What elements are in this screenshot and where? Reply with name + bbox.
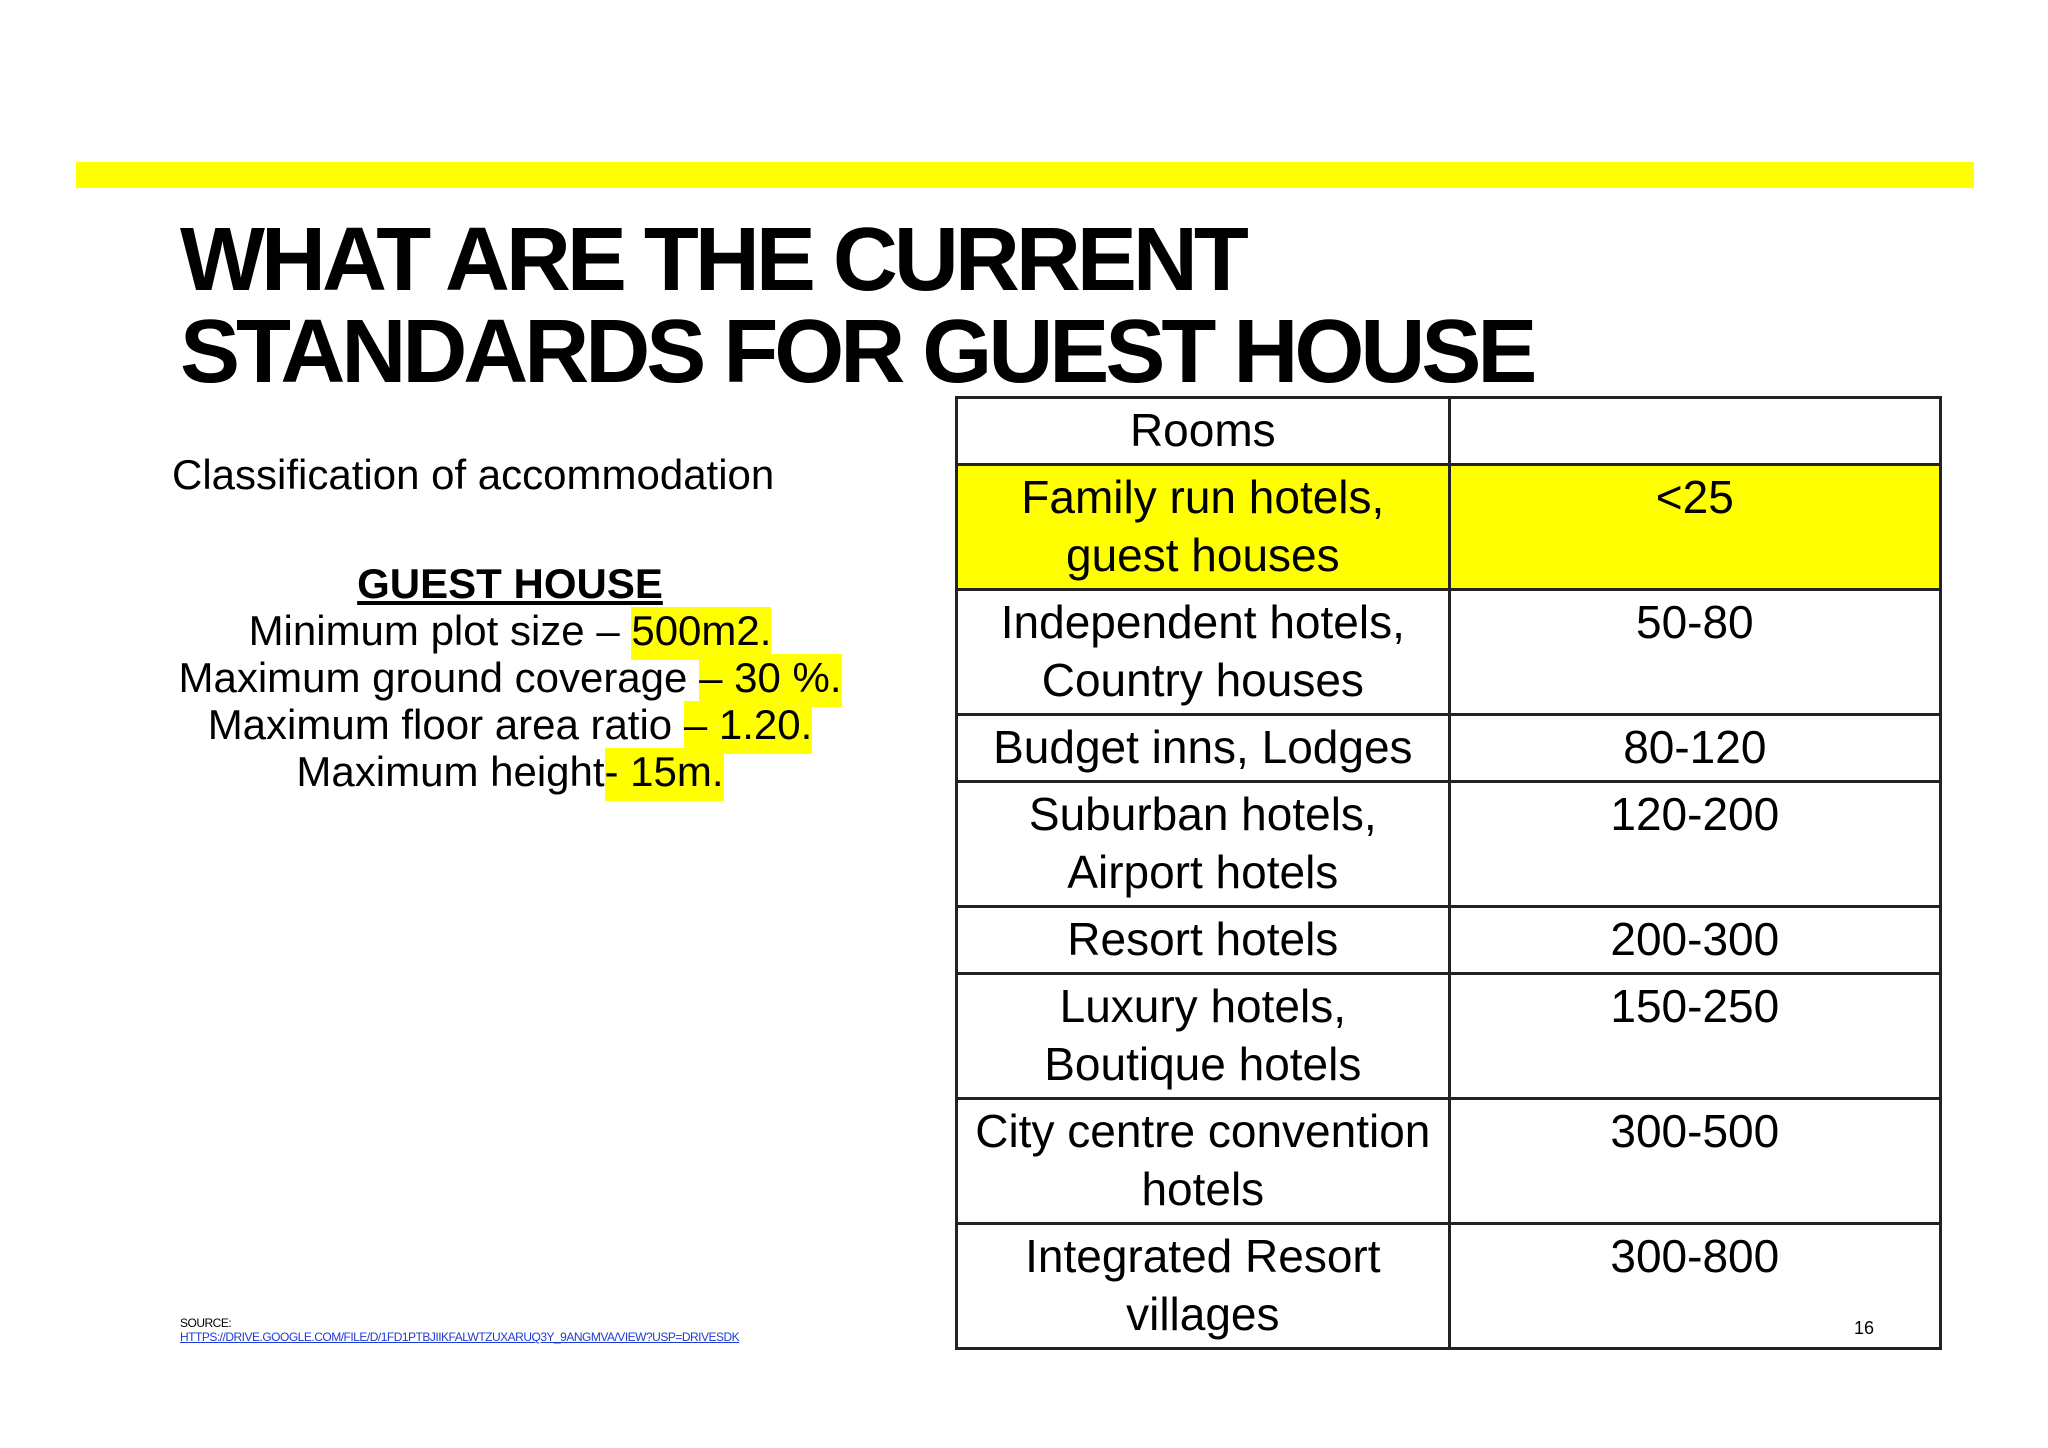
rooms-cell: 120-200 [1449, 782, 1940, 907]
standard-value: 500m2. [631, 607, 771, 660]
standard-value: - 15m. [605, 748, 724, 801]
table-row [957, 1099, 1941, 1224]
rooms-cell: 300-500 [1449, 1099, 1940, 1224]
accommodation-type-cell: City centre convention hotels [957, 1099, 1450, 1224]
table-row [957, 465, 1941, 590]
header-cell [1449, 398, 1940, 465]
accommodation-type-cell: Family run hotels, guest houses [957, 465, 1450, 590]
table-row [957, 1224, 1941, 1349]
guest-house-heading: GUEST HOUSE [357, 560, 663, 607]
accommodation-type-cell: Luxury hotels, Boutique hotels [957, 974, 1450, 1099]
guest-house-standards [160, 560, 860, 795]
accommodation-type-cell: Independent hotels, Country houses [957, 590, 1450, 715]
table-header-row [957, 398, 1941, 465]
slide-title [180, 210, 1680, 402]
standard-label: Maximum floor area ratio [207, 701, 673, 748]
source-link[interactable]: HTTPS://DRIVE.GOOGLE.COM/FILE/D/1FD1PTBJIIKFALWTZUXARUQ3Y_9ANGMVA/VIEW?USP=DRIVESDK [180, 1330, 740, 1344]
rooms-cell: <25 [1449, 465, 1940, 590]
source-label: SOURCE: [180, 1316, 232, 1330]
accommodation-type-cell: Integrated Resort villages [957, 1224, 1450, 1349]
accommodation-type-cell: Suburban hotels, Airport hotels [957, 782, 1450, 907]
table-row [957, 974, 1941, 1099]
accommodation-type-cell: Resort hotels [957, 907, 1450, 974]
standard-value: – 1.20. [684, 701, 812, 754]
standard-ground-coverage [160, 654, 860, 701]
standard-floor-area-ratio [160, 701, 860, 748]
classification-label: Classification of accommodation [172, 451, 775, 498]
header-cell: Rooms [957, 398, 1450, 465]
standard-value: – 30 %. [699, 654, 841, 707]
page-number: 16 [1854, 1318, 1875, 1338]
standard-label: Maximum height [296, 748, 605, 795]
rooms-cell: 80-120 [1449, 715, 1940, 782]
rooms-cell: 300-800 [1449, 1224, 1940, 1349]
table-row [957, 782, 1941, 907]
accommodation-type-cell: Budget inns, Lodges [957, 715, 1450, 782]
rooms-cell: 50-80 [1449, 590, 1940, 715]
source-citation [180, 1316, 739, 1344]
rooms-cell: 150-250 [1449, 974, 1940, 1099]
table-row [957, 907, 1941, 974]
table-row [957, 715, 1941, 782]
standard-label: Minimum plot size – [248, 607, 620, 654]
standard-max-height [160, 748, 860, 795]
standard-plot-size [160, 607, 860, 654]
title-line-2: STANDARDS FOR GUEST HOUSE [180, 302, 1534, 402]
accommodation-table-body [957, 398, 1941, 1349]
table-row [957, 590, 1941, 715]
accent-bar [76, 162, 1974, 188]
rooms-cell: 200-300 [1449, 907, 1940, 974]
title-line-1: WHAT ARE THE CURRENT [180, 210, 1245, 310]
standard-label: Maximum ground coverage [178, 654, 688, 701]
accommodation-table [955, 396, 1942, 1350]
